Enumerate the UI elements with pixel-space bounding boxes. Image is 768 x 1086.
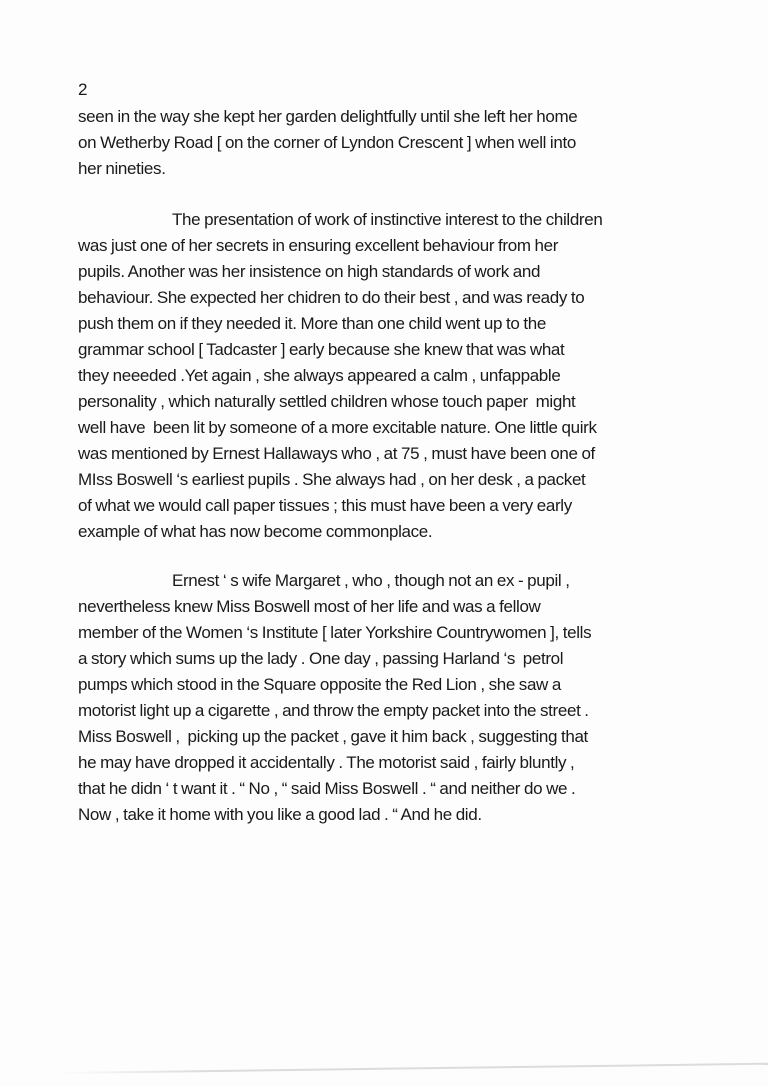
text-line: push them on if they needed it. More than one child went up to the	[78, 314, 546, 333]
text-line: MIss Boswell ‘s earliest pupils . She always had , on her desk , a packet	[78, 470, 586, 489]
text-line: of what we would call paper tissues ; this must have been a very early	[78, 496, 572, 515]
text-line: grammar school [ Tadcaster ] early because she knew that was what	[78, 340, 565, 359]
text-line: example of what has now become commonplace.	[78, 522, 433, 541]
text-line: nevertheless knew Miss Boswell most of her life and was a fellow	[78, 597, 541, 616]
paragraph-garden	[78, 104, 718, 182]
text-line: pumps which stood in the Square opposite the Red Lion , she saw a	[78, 675, 561, 694]
text-line: behaviour. She expected her chidren to do their best , and was ready to	[78, 288, 585, 307]
text-line: well have been lit by someone of a more excitable nature. One little quirk	[78, 418, 597, 437]
text-line: pupils. Another was her insistence on high standards of work and	[78, 262, 541, 281]
paragraph-margaret-story	[78, 568, 718, 828]
page-number: 2	[78, 80, 88, 99]
paragraph-presentation-of-work	[78, 207, 718, 545]
text-line: seen in the way she kept her garden delightfully until she left her home	[78, 107, 578, 126]
text-line: personality , which naturally settled children whose touch paper might	[78, 392, 576, 411]
text-line: The presentation of work of instinctive interest to the children	[172, 210, 603, 229]
text-line: was mentioned by Ernest Hallaways who , at 75 , must have been one of	[78, 444, 595, 463]
text-line: Ernest ‘ s wife Margaret , who , though not an ex - pupil ,	[172, 571, 570, 590]
text-line: he may have dropped it accidentally . The motorist said , fairly bluntly ,	[78, 753, 575, 772]
text-line: motorist light up a cigarette , and throw the empty packet into the street .	[78, 701, 589, 720]
text-line: member of the Women ‘s Institute [ later Yorkshire Countrywomen ], tells	[78, 623, 592, 642]
text-line: on Wetherby Road [ on the corner of Lyndon Crescent ] when well into	[78, 133, 576, 152]
text-line: was just one of her secrets in ensuring excellent behaviour from her	[78, 236, 559, 255]
text-line: Now , take it home with you like a good lad . “ And he did.	[78, 805, 482, 824]
text-line: a story which sums up the lady . One day , passing Harland ‘s petrol	[78, 649, 564, 668]
text-line: that he didn ‘ t want it . “ No , “ said Miss Boswell . “ and neither do we .	[78, 779, 576, 798]
text-line: her nineties.	[78, 159, 166, 178]
scan-edge-line	[60, 1063, 768, 1074]
text-line: they neeeded .Yet again , she always appeared a calm , unfappable	[78, 366, 561, 385]
text-line: Miss Boswell , picking up the packet , gave it him back , suggesting that	[78, 727, 588, 746]
